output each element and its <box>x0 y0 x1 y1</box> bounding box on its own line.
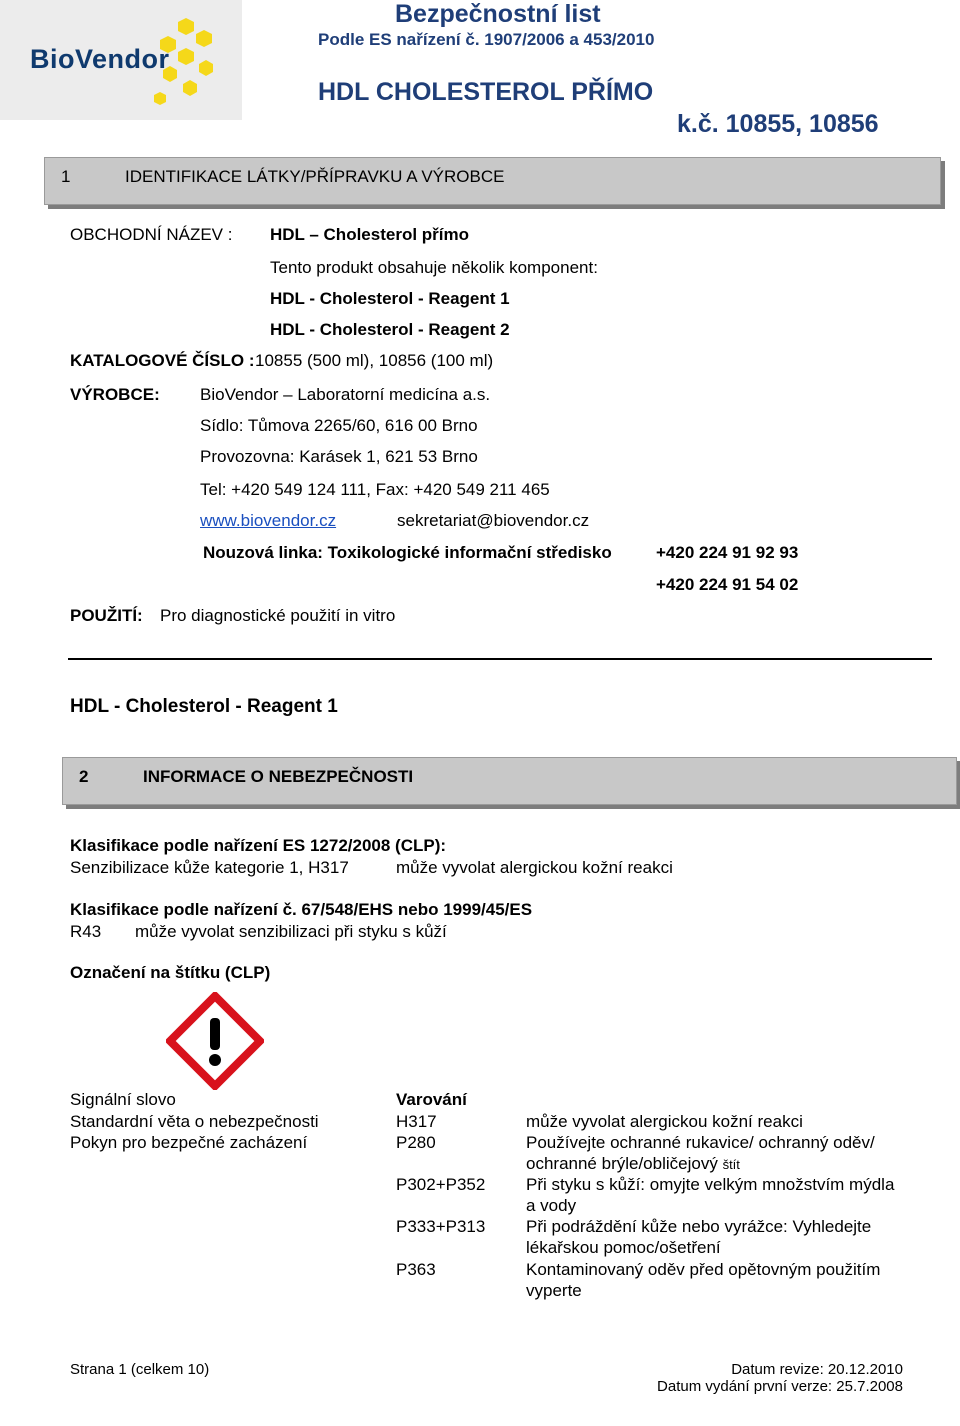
trade-name-label: OBCHODNÍ NÁZEV : <box>70 225 233 244</box>
hazard-statement-label: Standardní věta o nebezpečnosti <box>70 1112 319 1131</box>
website-link[interactable]: www.biovendor.cz <box>200 511 337 530</box>
precaution-text-continued <box>526 1154 740 1174</box>
signal-word-label: Signální slovo <box>70 1090 176 1109</box>
first-issue-date: Datum vydání první verze: 25.7.2008 <box>657 1378 903 1395</box>
catalog-numbers: k.č. 10855, 10856 <box>677 110 879 138</box>
directive-classification-heading: Klasifikace podle nařízení č. 67/548/EHS nebo 1999/45/ES <box>70 900 533 919</box>
page-number: Strana 1 (celkem 10) <box>70 1361 210 1378</box>
manufacturer-branch: Provozovna: Karásek 1, 621 53 Brno <box>200 447 478 466</box>
precaution-code: P363 <box>396 1260 436 1279</box>
section-1-header <box>44 157 941 205</box>
exclamation-mark-ghs07-icon <box>166 992 264 1090</box>
reagent-heading: HDL - Cholesterol - Reagent 1 <box>70 696 338 717</box>
section-2-header <box>62 757 957 805</box>
precaution-text-continued: a vody <box>526 1196 577 1215</box>
component-1: HDL - Cholesterol - Reagent 1 <box>270 289 510 308</box>
manufacturer-phone: Tel: +420 549 124 111, Fax: +420 549 211 465 <box>200 480 550 499</box>
email-address: sekretariat@biovendor.cz <box>397 511 590 530</box>
precaution-code: P302+P352 <box>396 1175 486 1194</box>
component-2: HDL - Cholesterol - Reagent 2 <box>270 320 510 339</box>
precaution-code: P333+P313 <box>396 1217 486 1236</box>
regulation-reference: Podle ES nařízení č. 1907/2006 a 453/2010 <box>318 30 655 49</box>
signal-word: Varování <box>396 1090 467 1109</box>
label-heading: Označení na štítku (CLP) <box>70 963 271 982</box>
precaution-text-continued: lékařskou pomoc/ošetření <box>526 1238 721 1257</box>
section-number: 2 <box>79 767 89 786</box>
emergency-line-label: Nouzová linka: Toxikologické informační středisko <box>203 543 612 562</box>
manufacturer-label: VÝROBCE: <box>70 385 160 404</box>
section-title: INFORMACE O NEBEZPEČNOSTI <box>143 767 414 786</box>
clp-classification-heading: Klasifikace podle nařízení ES 1272/2008 (CLP): <box>70 836 447 855</box>
precaution-text: Používejte ochranné rukavice/ ochranný oděv/ <box>526 1133 875 1152</box>
revision-date: Datum revize: 20.12.2010 <box>731 1361 903 1378</box>
hazard-text: může vyvolat alergickou kožní reakci <box>526 1112 803 1131</box>
precaution-text: Kontaminovaný oděv před opětovným použitím <box>526 1260 881 1279</box>
precaution-text: Při podráždění kůže nebo vyrážce: Vyhledejte <box>526 1217 872 1236</box>
emergency-phone-2: +420 224 91 54 02 <box>656 575 799 594</box>
logo-wordmark: BioVendor <box>30 44 170 74</box>
horizontal-divider <box>68 658 932 660</box>
clp-classification-desc: může vyvolat alergickou kožní reakci <box>396 858 673 877</box>
trade-name: HDL – Cholesterol přímo <box>270 225 469 244</box>
risk-phrase-desc: může vyvolat senzibilizaci při styku s kůží <box>135 922 447 941</box>
manufacturer-name: BioVendor – Laboratorní medicína a.s. <box>200 385 491 404</box>
components-intro: Tento produkt obsahuje několik komponent: <box>270 258 598 277</box>
section-title: IDENTIFIKACE LÁTKY/PŘÍPRAVKU A VÝROBCE <box>125 167 505 186</box>
section-number: 1 <box>61 167 71 186</box>
catalog-number-value: 10855 (500 ml), 10856 (100 ml) <box>255 351 494 370</box>
use-label: POUŽITÍ: <box>70 606 143 625</box>
company-logo <box>0 0 242 120</box>
precaution-label: Pokyn pro bezpečné zacházení <box>70 1133 308 1152</box>
emergency-phone-1: +420 224 91 92 93 <box>656 543 799 562</box>
product-title: HDL CHOLESTEROL PŘÍMO <box>318 78 654 106</box>
precaution-code: P280 <box>396 1133 436 1152</box>
manufacturer-address: Sídlo: Tůmova 2265/60, 616 00 Brno <box>200 416 478 435</box>
catalog-number-label: KATALOGOVÉ ČÍSLO : <box>70 351 255 370</box>
precaution-text-continued: vyperte <box>526 1281 582 1300</box>
precaution-text-small: štít <box>722 1157 740 1172</box>
precaution-text-part: ochranné brýle/obličejový <box>526 1154 723 1173</box>
document-title: Bezpečnostní list <box>395 0 601 28</box>
risk-phrase-code: R43 <box>70 922 102 941</box>
use-value: Pro diagnostické použití in vitro <box>160 606 396 625</box>
hazard-code: H317 <box>396 1112 437 1131</box>
clp-classification: Senzibilizace kůže kategorie 1, H317 <box>70 858 349 877</box>
precaution-text: Při styku s kůží: omyjte velkým množstvím mýdla <box>526 1175 895 1194</box>
